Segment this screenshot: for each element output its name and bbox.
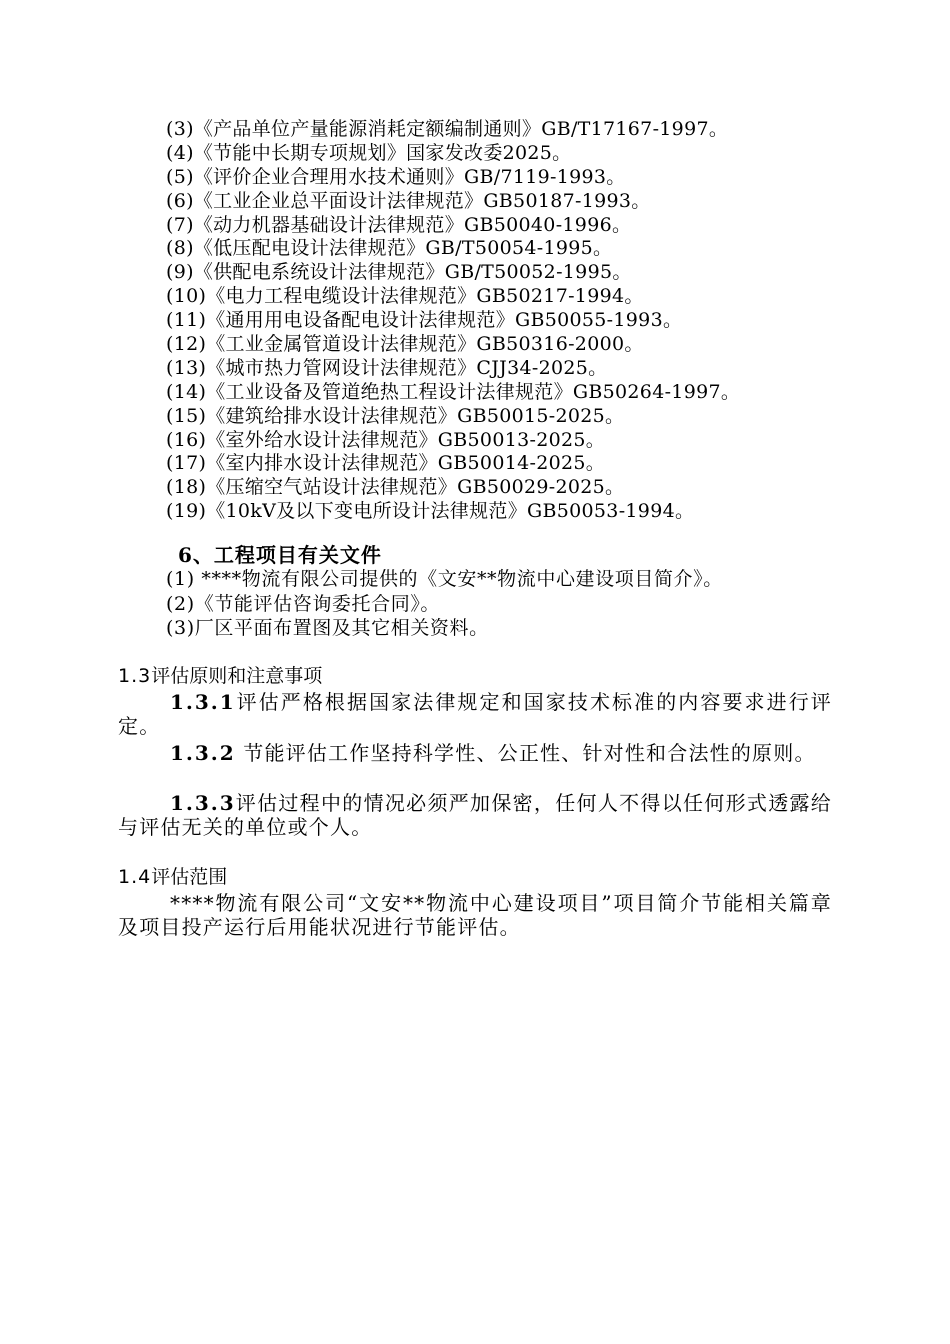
clause-number: 1.3.1 <box>170 690 236 714</box>
clause-number: 1.3.2 <box>170 741 236 765</box>
clause-number: 1.3.3 <box>170 791 236 815</box>
reference-item: (17)《室内排水设计法律规范》GB50014-2025。 <box>166 452 606 475</box>
reference-item: (16)《室外给水设计法律规范》GB50013-2025。 <box>166 428 606 451</box>
clause-text: 评估严格根据国家法律规定和国家技术标准的内容要求进行评定。 <box>118 690 832 738</box>
section-title: 评估范围 <box>151 866 228 888</box>
reference-item: (12)《工业金属管道设计法律规范》GB50316-2000。 <box>166 333 644 356</box>
reference-item: (5)《评价企业合理用水技术通则》GB/7119-1993。 <box>166 165 626 188</box>
section-heading-1-3 <box>118 664 322 688</box>
section-number: 1.3 <box>118 665 152 687</box>
reference-item: (7)《动力机器基础设计法律规范》GB50040-1996。 <box>166 213 632 236</box>
principle-paragraph-3 <box>118 791 832 839</box>
reference-item: (13)《城市热力管网设计法律规范》CJJ34-2025。 <box>166 356 608 379</box>
reference-item: (4)《节能中长期专项规划》国家发改委2025。 <box>166 141 572 164</box>
reference-item: (11)《通用用电设备配电设计法律规范》GB50055-1993。 <box>166 309 683 332</box>
section-heading-1-4 <box>118 865 227 889</box>
principle-paragraph-2 <box>118 741 832 765</box>
reference-item: (10)《电力工程电缆设计法律规范》GB50217-1994。 <box>166 285 644 308</box>
project-files-heading: 6、工程项目有关文件 <box>178 543 382 567</box>
reference-item: (3)《产品单位产量能源消耗定额编制通则》GB/T17167-1997。 <box>166 118 729 140</box>
reference-item: (18)《压缩空气站设计法律规范》GB50029-2025。 <box>166 476 625 499</box>
reference-item: (8)《低压配电设计法律规范》GB/T50054-1995。 <box>166 237 613 260</box>
project-files-list <box>166 567 886 641</box>
principle-paragraph-1 <box>118 690 832 738</box>
project-file-item: (1) ****物流有限公司提供的《文安**物流中心建设项目简介》。 <box>166 568 723 590</box>
reference-standards-list <box>166 118 866 524</box>
section-number: 1.4 <box>118 866 152 888</box>
section-title: 评估原则和注意事项 <box>151 665 323 687</box>
project-file-item: (3)厂区平面布置图及其它相关资料。 <box>166 617 489 639</box>
clause-text: 评估过程中的情况必须严加保密，任何人不得以任何形式透露给与评估无关的单位或个人。 <box>118 791 832 839</box>
reference-item: (19)《10kV及以下变电所设计法律规范》GB50053-1994。 <box>166 500 695 523</box>
clause-text: 节能评估工作坚持科学性、公正性、针对性和合法性的原则。 <box>235 741 816 765</box>
reference-item: (15)《建筑给排水设计法律规范》GB50015-2025。 <box>166 404 625 427</box>
scope-paragraph: ****物流有限公司“文安**物流中心建设项目”项目简介节能相关篇章及项目投产运行后用能状况进行节能评估。 <box>118 891 832 939</box>
reference-item: (9)《供配电系统设计法律规范》GB/T50052-1995。 <box>166 261 632 284</box>
project-file-item: (2)《节能评估咨询委托合同》。 <box>166 592 441 615</box>
reference-item: (6)《工业企业总平面设计法律规范》GB50187-1993。 <box>166 189 651 212</box>
reference-item: (14)《工业设备及管道绝热工程设计法律规范》GB50264-1997。 <box>166 380 741 403</box>
